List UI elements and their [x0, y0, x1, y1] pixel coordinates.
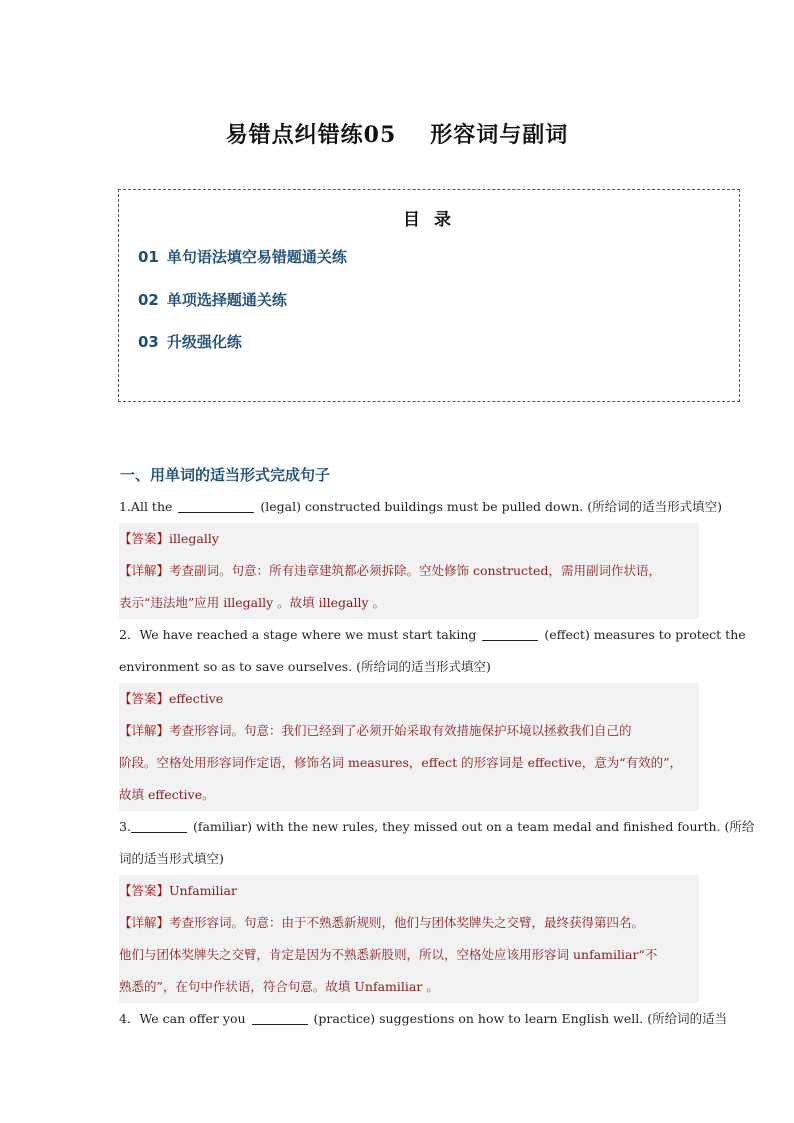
detail-row [119, 715, 699, 747]
detail-row [119, 907, 699, 939]
detail-label: 【详解】 [119, 723, 170, 738]
detail-text: 考查形容词。句意：由于不熟悉新规则，他们与团体奖牌失之交臂，最终获得第四名。 [169, 915, 645, 930]
detail-text: 考查形容词。句意：我们已经到了必须开始采取有效措施保护环境以拯救我们自己的 [169, 723, 632, 738]
question-text: 3. [119, 819, 131, 834]
question-2-line [119, 651, 699, 683]
table-of-contents [118, 189, 740, 402]
toc-item-02[interactable] [138, 289, 287, 310]
question-text: 2．We have reached a stage where we must start taking [119, 627, 477, 642]
detail-text: 熟悉的”，在句中作状语，符合句意。故填 Unfamiliar 。 [119, 979, 439, 994]
answer-label: 【答案】 [119, 691, 170, 706]
section-title: 一、用单词的适当形式完成句子 [120, 466, 331, 484]
detail-label: 【详解】 [119, 563, 170, 578]
detail-row [119, 555, 699, 587]
detail-text: 阶段。空格处用形容词作定语，修饰名词 measures，effect 的形容词是 effective，意为“有效的”， [119, 755, 683, 770]
question-1-line [119, 491, 722, 523]
question-3-line [119, 843, 699, 875]
page-title [0, 118, 794, 149]
toc-item-label: 升级强化练 [166, 333, 242, 351]
answer-value: Unfamiliar [169, 883, 237, 898]
toc-item-01[interactable] [138, 246, 347, 267]
question-text: 1.All the [119, 499, 173, 514]
answer-value: illegally [169, 531, 219, 546]
question-text: (legal) constructed buildings must be pulled down. (所给词的适当形式填空) [260, 499, 722, 514]
question-text: (familiar) with the new rules, they missed out on a team medal and finished fourth. (所给 [192, 819, 755, 834]
detail-row [119, 779, 699, 811]
detail-row [119, 587, 699, 619]
toc-item-label: 单项选择题通关练 [166, 291, 287, 309]
answer-row [119, 523, 699, 555]
answer-row [119, 683, 699, 715]
detail-row [119, 971, 699, 1003]
answer-row [119, 875, 699, 907]
answer-value: effective [169, 691, 224, 706]
answer-blank[interactable] [252, 1010, 308, 1025]
detail-text: 考查副词。句意：所有违章建筑都必须拆除。空处修饰 constructed，需用副词作状语， [169, 563, 661, 578]
toc-heading: 目 录 [403, 210, 455, 230]
detail-text: 他们与团体奖牌失之交臂，肯定是因为不熟悉新股则，所以，空格处应该用形容词 unfamiliar“不 [119, 947, 658, 962]
answer-label: 【答案】 [119, 531, 170, 546]
exercise-content [119, 491, 755, 1035]
detail-row [119, 747, 699, 779]
question-text: (practice) suggestions on how to learn English well. (所给词的适当 [313, 1011, 728, 1026]
toc-item-03[interactable] [138, 331, 242, 352]
question-2-line [119, 619, 746, 651]
toc-item-num: 01 [138, 248, 159, 266]
detail-label: 【详解】 [119, 915, 170, 930]
toc-item-num: 03 [138, 333, 159, 351]
toc-item-label: 单句语法填空易错题通关练 [166, 248, 347, 266]
question-text: 词的适当形式填空) [119, 851, 224, 866]
answer-blank[interactable] [482, 626, 538, 641]
question-text: environment so as to save ourselves. (所给词的适当形式填空) [119, 659, 491, 674]
detail-text: 表示“违法地”应用 illegally 。故填 illegally 。 [119, 595, 385, 610]
question-text: (effect) measures to protect the [544, 627, 746, 642]
question-3-line [119, 811, 755, 843]
answer-blank[interactable] [178, 498, 254, 513]
answer-label: 【答案】 [119, 883, 170, 898]
title-part1: 易错点纠错练05 [225, 122, 397, 148]
question-4-line [119, 1003, 728, 1035]
detail-row [119, 939, 699, 971]
detail-text: 故填 effective。 [119, 787, 215, 802]
answer-blank[interactable] [131, 818, 187, 833]
toc-item-num: 02 [138, 291, 159, 309]
question-text: 4．We can offer you [119, 1011, 246, 1026]
title-part2: 形容词与副词 [430, 122, 569, 148]
